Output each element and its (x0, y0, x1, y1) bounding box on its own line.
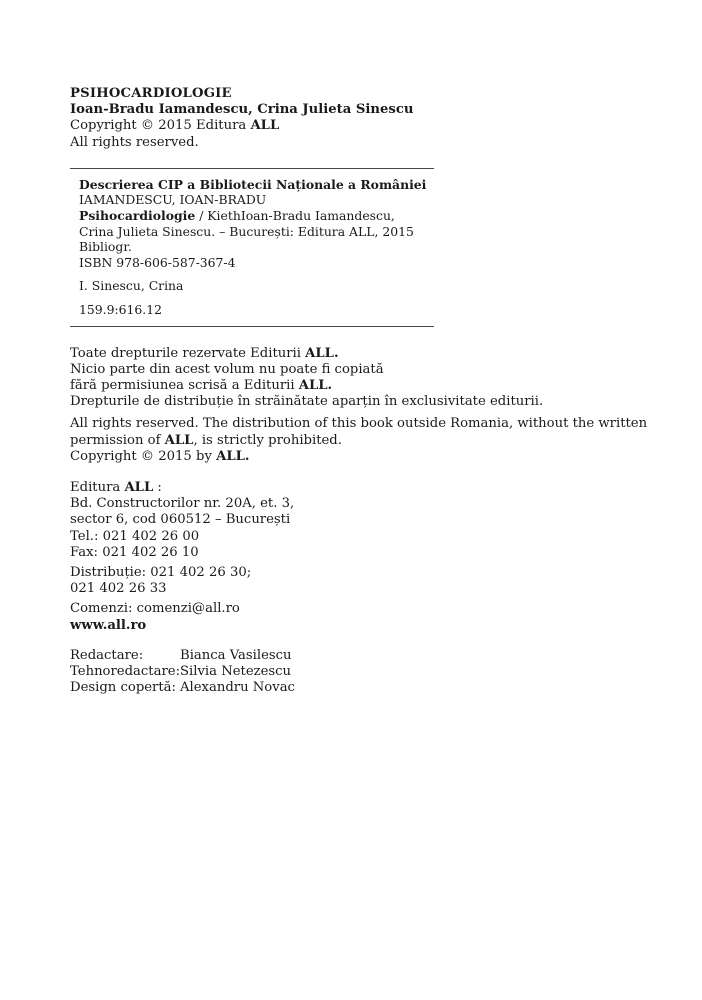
cip-coauthor: I. Sinescu, Crina (79, 278, 184, 294)
copyright-text: Copyright © 2015 Editura (70, 118, 251, 134)
rights-en-text-3: Copyright © 2015 by (70, 448, 217, 464)
copyright-page (70, 86, 670, 696)
publisher-tel: Tel.: 021 402 26 00 (70, 528, 200, 544)
publisher-contact (70, 480, 670, 634)
credit-value: Bianca Vasilescu (180, 647, 292, 663)
publisher-address-2: sector 6, cod 060512 – București (70, 512, 291, 528)
all-rights-reserved: All rights reserved. (70, 134, 199, 150)
credit-row (70, 680, 670, 696)
credits (70, 648, 670, 697)
publisher-address-1: Bd. Constructorilor nr. 20A, et. 3, (70, 496, 295, 512)
rights-ro-text-1: Toate drepturile rezervate Editurii (70, 345, 306, 361)
rights-romanian (70, 346, 670, 411)
rights-en-brand-3: ALL. (216, 448, 250, 464)
publisher-distribution-1: Distribuție: 021 402 26 30; (70, 565, 252, 580)
rights-ro-line-4: Drepturile de distribuție în străinătate aparțin în exclusivitate editurii. (70, 394, 544, 410)
cip-classification: 159.9:616.12 (79, 301, 163, 317)
credit-row (70, 664, 670, 680)
credit-value: Silvia Netezescu (180, 664, 292, 680)
rights-ro-line-1 (70, 346, 670, 362)
publisher-name-brand: ALL (124, 479, 154, 495)
cip-block (70, 168, 434, 327)
cip-title-rest: / KiethIoan-Bradu Iamandescu, (195, 208, 395, 223)
cip-heading: Descrierea CIP a Bibliotecii Naționale a României (79, 176, 427, 192)
credit-label: Tehnoredactare: (70, 664, 181, 680)
publisher-name-suffix: : (153, 479, 162, 495)
rights-en-line-2 (70, 433, 670, 449)
credit-label: Design copertă: (70, 680, 176, 696)
publisher-name (70, 480, 670, 496)
cip-author: IAMANDESCU, IOAN-BRADU (79, 192, 267, 208)
cip-authors-publisher: Crina Julieta Sinescu. – București: Editura ALL, 2015 (79, 223, 414, 239)
publisher-orders: Comenzi: comenzi@all.ro (70, 601, 240, 617)
rights-ro-text-3: fără permisiunea scrisă a Editurii (70, 377, 299, 393)
rights-en-text-2: permission of (70, 432, 165, 448)
cip-isbn: ISBN 978-606-587-367-4 (79, 254, 236, 270)
rights-en-line-3 (70, 449, 670, 465)
book-title: PSIHOCARDIOLOGIE (70, 86, 232, 101)
book-header (70, 86, 670, 151)
rights-english (70, 416, 670, 465)
publisher-fax: Fax: 021 402 26 10 (70, 544, 199, 560)
rights-ro-brand-1: ALL. (305, 345, 339, 361)
book-authors: Ioan-Bradu Iamandescu, Crina Julieta Sinescu (70, 102, 414, 118)
rights-ro-brand-3: ALL. (298, 377, 333, 393)
rights-ro-line-2: Nicio parte din acest volum nu poate fi copiată (70, 361, 384, 377)
rights-en-brand-2: ALL (164, 432, 194, 448)
rights-en-suffix-2: , is strictly prohibited. (193, 432, 342, 448)
credit-label: Redactare: (70, 647, 144, 663)
publisher-distribution-2: 021 402 26 33 (70, 581, 167, 597)
rights-ro-line-3 (70, 378, 670, 394)
rights-en-line-1: All rights reserved. The distribution of this book outside Romania, without the written (70, 416, 648, 432)
cip-title-line (79, 208, 434, 224)
credit-value: Alexandru Novac (180, 680, 295, 696)
publisher-website: www.all.ro (70, 617, 147, 633)
copyright-line (70, 118, 670, 134)
publisher-name-text: Editura (70, 479, 125, 495)
cip-title: Psihocardiologie (79, 208, 196, 223)
cip-bibliogr: Bibliogr. (79, 239, 132, 255)
publisher-brand: ALL (250, 118, 280, 134)
credit-row (70, 648, 670, 664)
